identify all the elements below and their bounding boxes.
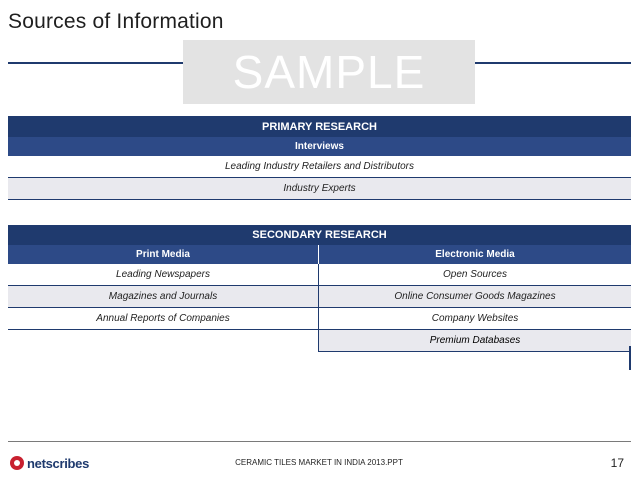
- empty-cell: [8, 330, 318, 352]
- sample-watermark: SAMPLE: [183, 40, 475, 104]
- footer-divider: [8, 441, 631, 442]
- electronic-media-item: Open Sources: [318, 264, 631, 285]
- electronic-media-item: Premium Databases: [318, 330, 631, 352]
- table-row: [8, 330, 631, 352]
- table-row: [8, 286, 631, 308]
- table-row: [8, 264, 631, 286]
- secondary-research-header: SECONDARY RESEARCH: [8, 225, 631, 245]
- logo-text: netscribes: [27, 455, 90, 471]
- print-media-item: Annual Reports of Companies: [96, 313, 230, 324]
- print-media-header: Print Media: [136, 249, 190, 260]
- print-media-item: Magazines and Journals: [108, 291, 218, 302]
- table-row: Industry Experts: [8, 178, 631, 200]
- footer-document-name: CERAMIC TILES MARKET IN INDIA 2013.PPT: [235, 458, 403, 467]
- primary-research-header: PRIMARY RESEARCH: [8, 116, 631, 137]
- table-row: [8, 308, 631, 330]
- media-subheader-row: [8, 245, 631, 264]
- page-number: 17: [610, 456, 624, 470]
- primary-research-table: [8, 116, 631, 200]
- table-row: Leading Industry Retailers and Distributors: [8, 156, 631, 178]
- secondary-research-table: [8, 225, 631, 352]
- electronic-media-item: Online Consumer Goods Magazines: [318, 286, 631, 307]
- electronic-media-header: Electronic Media: [318, 245, 631, 264]
- page-title: Sources of Information: [8, 10, 224, 33]
- electronic-media-item: Company Websites: [318, 308, 631, 329]
- print-media-item: Leading Newspapers: [116, 269, 210, 280]
- table-edge-line: [629, 346, 631, 370]
- interviews-subheader: Interviews: [8, 137, 631, 156]
